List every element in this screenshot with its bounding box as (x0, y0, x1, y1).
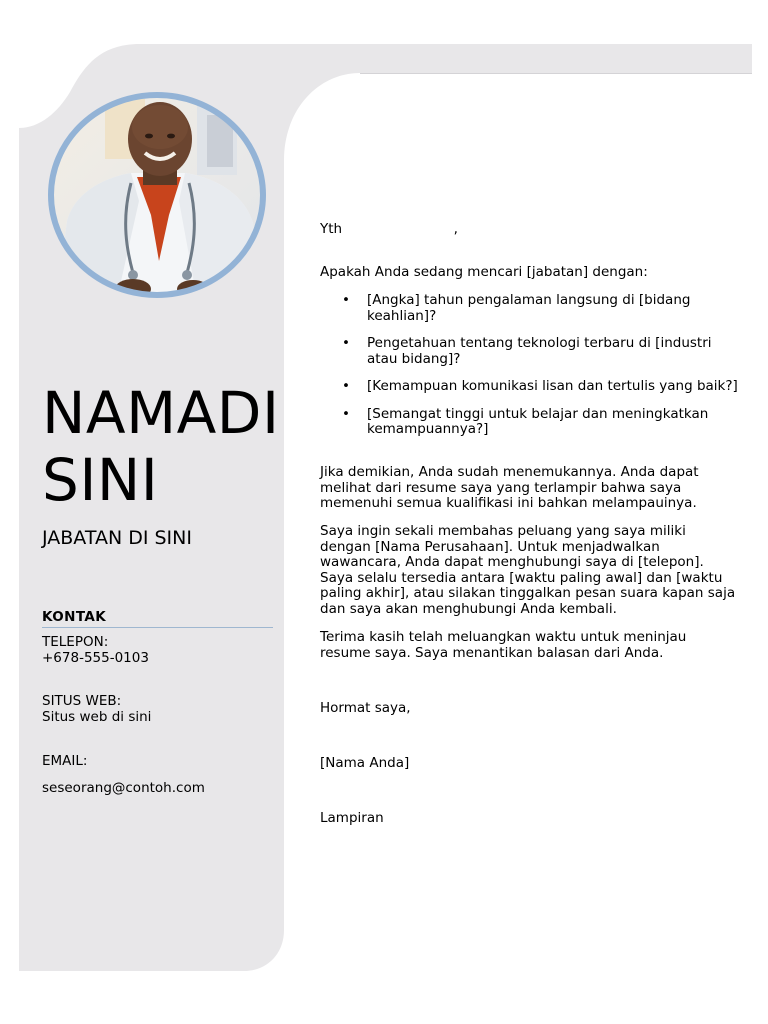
list-item (320, 293, 740, 324)
bullet-icon: • (342, 292, 350, 308)
phone-value: +678-555-0103 (42, 650, 149, 666)
phone-label: TELEPON: (42, 634, 109, 650)
letter-paragraph-2: Saya ingin sekali membahas peluang yang saya miliki dengan [Nama Perusahaan]. Untuk menjadwalkan wawancara, Anda dapat menghubungi saya di [telepon]. Saya selalu tersedia antara [waktu paling awal] dan [waktu paling akhir], atau silakan tinggalkan pesan suara kapan saja dan saya akan menghubungi Anda kembali. (320, 523, 736, 617)
website-label: SITUS WEB: (42, 693, 122, 709)
salutation: Yth , (320, 221, 458, 237)
list-item-text: Pengetahuan tentang teknologi terbaru di [industri atau bidang]? (367, 335, 712, 367)
contact-divider (42, 627, 273, 628)
contact-heading: KONTAK (42, 609, 107, 625)
letter-paragraph-3: Terima kasih telah meluangkan waktu untuk meninjau resume saya. Saya menantikan balasan dari Anda. (320, 629, 687, 661)
email-label: EMAIL: (42, 753, 88, 769)
job-title: JABATAN DI SINI (42, 527, 192, 549)
letter-enclosure: Lampiran (320, 810, 384, 826)
bullet-icon: • (342, 335, 350, 351)
list-item (320, 336, 740, 367)
bullet-icon: • (342, 378, 350, 394)
email-value: seseorang@contoh.com (42, 780, 205, 796)
list-item-text: [Semangat tinggi untuk belajar dan meningkatkan kemampuannya?] (367, 405, 709, 437)
letter-intro: Apakah Anda sedang mencari [jabatan] dengan: (320, 264, 648, 280)
bullet-icon: • (342, 405, 350, 422)
letter-signature: [Nama Anda] (320, 755, 410, 771)
list-item-text: [Kemampuan komunikasi lisan dan tertulis yang baik?] (367, 378, 738, 394)
qualification-list (320, 293, 740, 450)
list-item (320, 407, 740, 438)
candidate-name: NAMADI SINI (42, 379, 280, 514)
letter-paragraph-1: Jika demikian, Anda sudah menemukannya. Anda dapat melihat dari resume saya yang terlampir bahwa saya memenuhi semua kualifikasi ini bahkan melampauinya. (320, 464, 699, 511)
website-value: Situs web di sini (42, 709, 152, 725)
letter-closing: Hormat saya, (320, 700, 411, 716)
list-item-text: [Angka] tahun pengalaman langsung di [bidang keahlian]? (367, 292, 691, 324)
list-item (320, 379, 740, 395)
profile-photo (47, 91, 267, 299)
